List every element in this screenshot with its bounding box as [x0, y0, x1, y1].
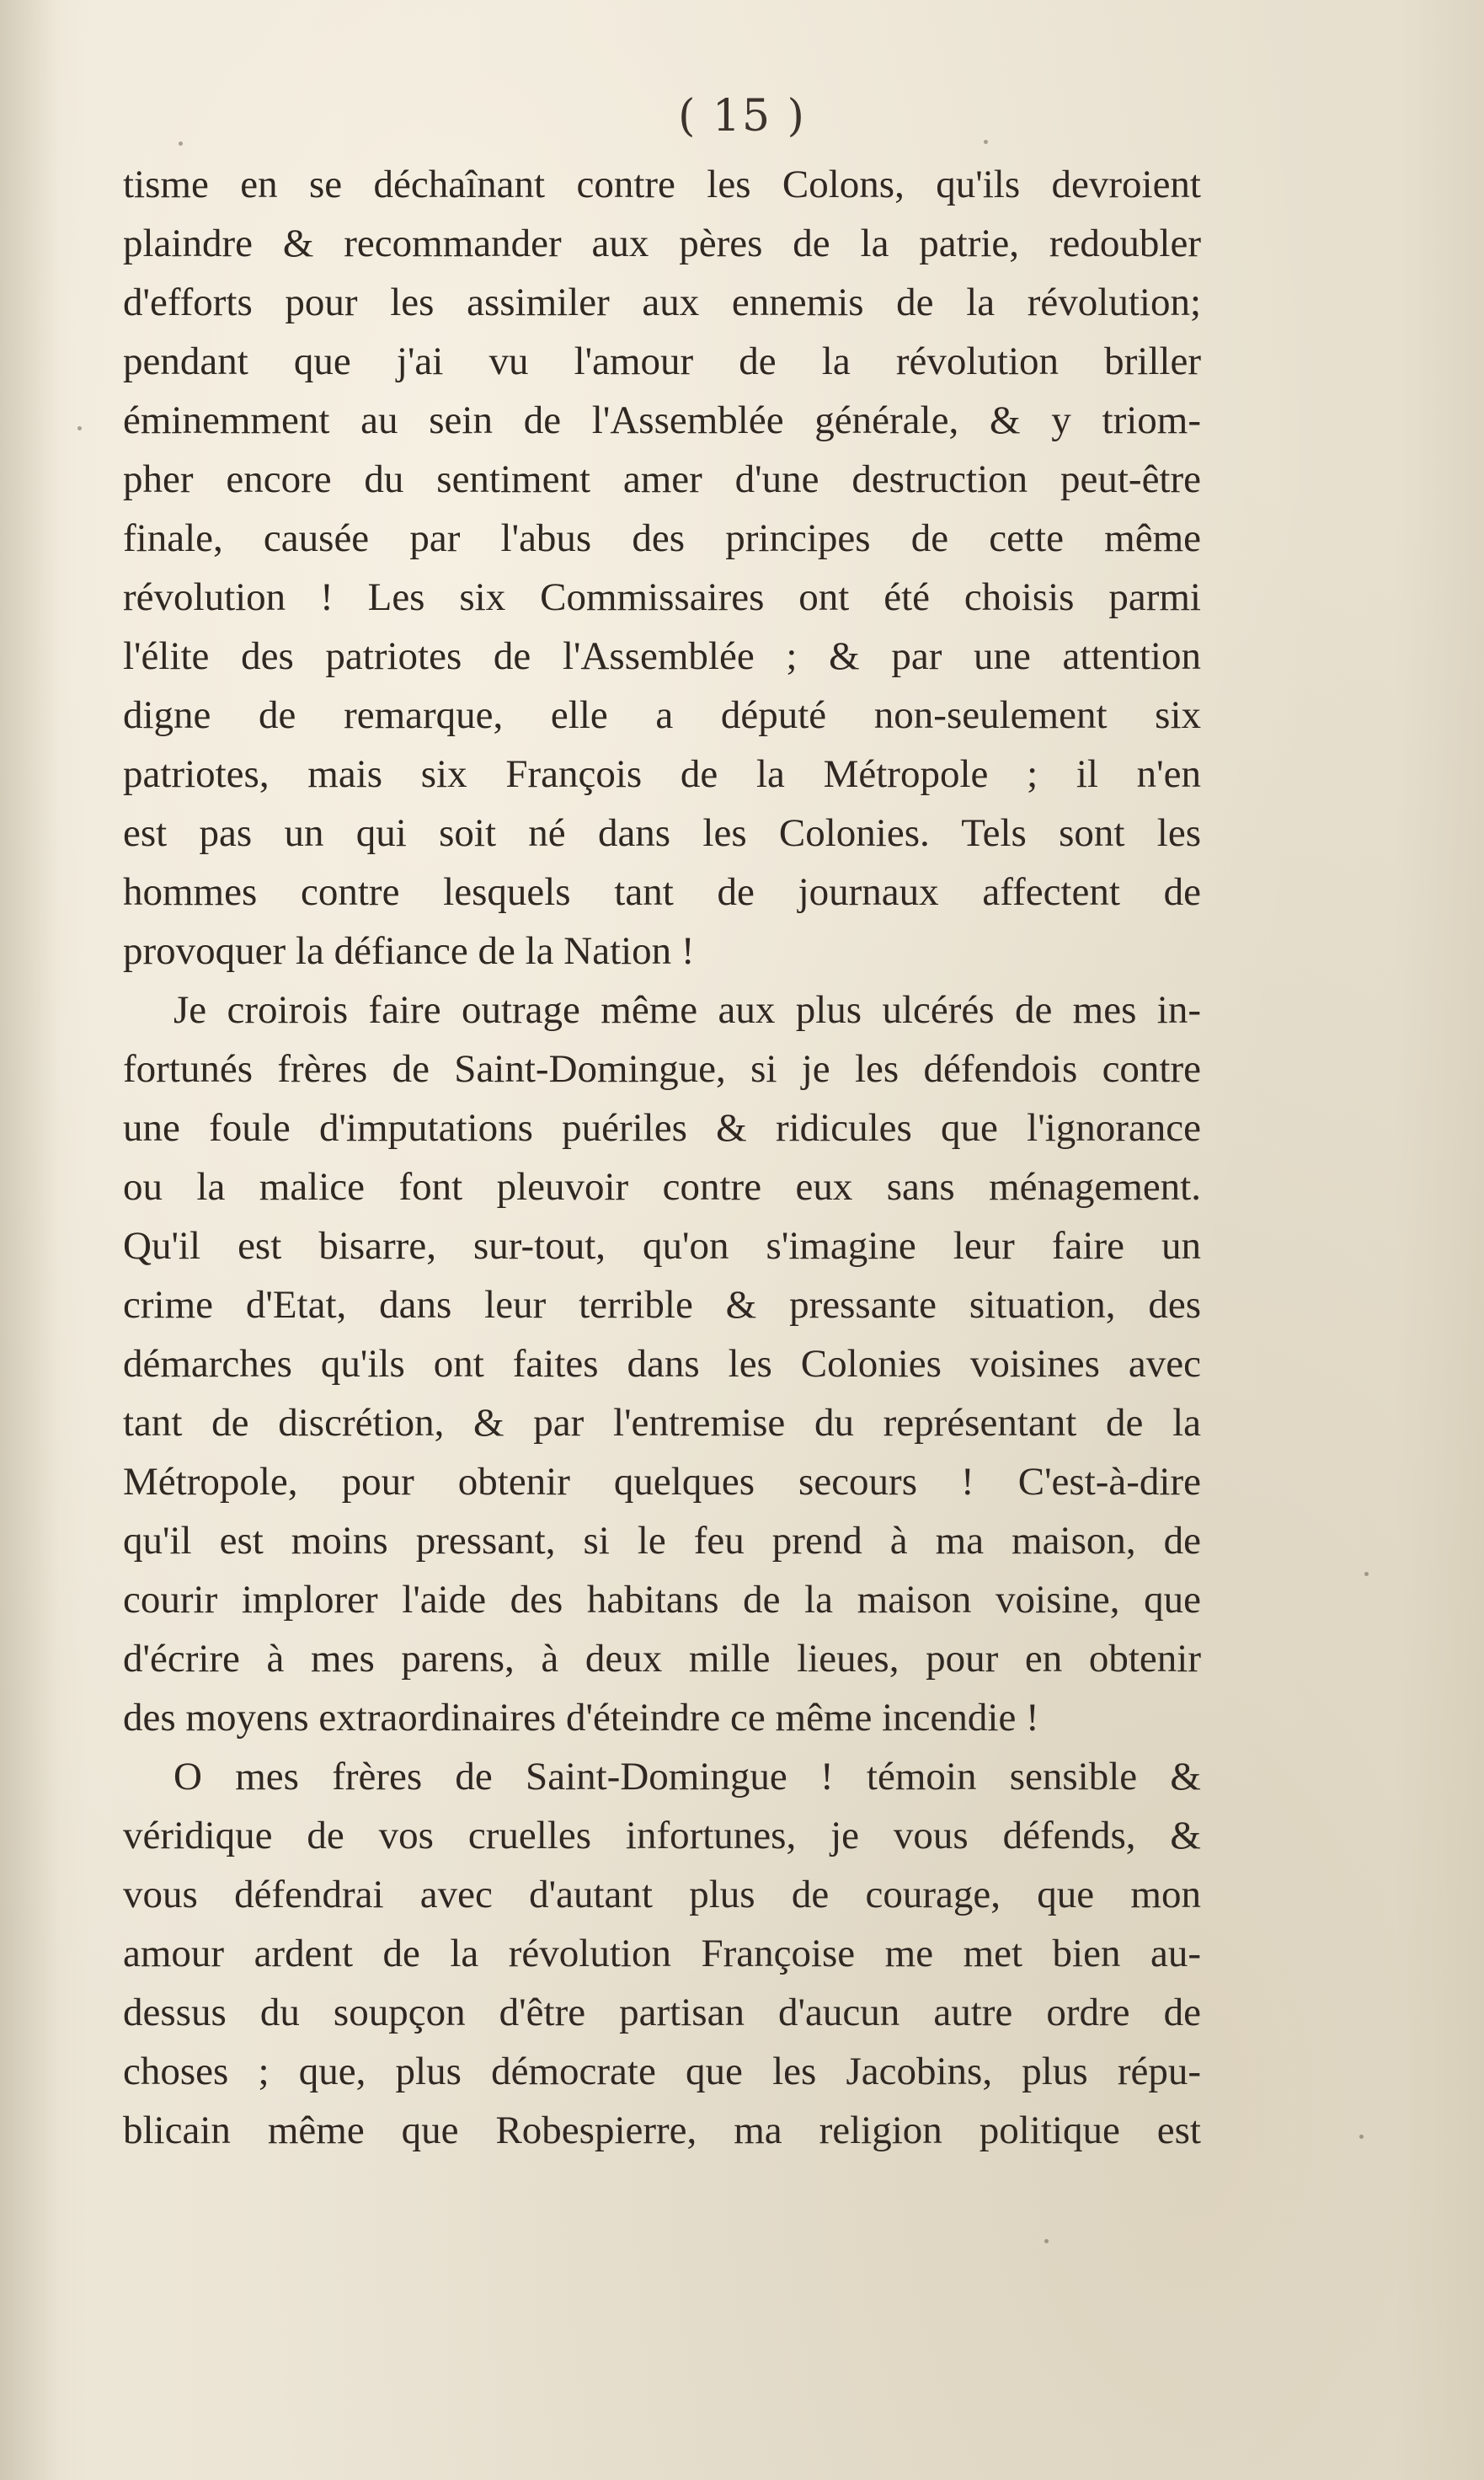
paragraph-1	[123, 155, 1201, 981]
text-line: pher encore du sentiment amer d'une destruction peut-être	[123, 457, 1201, 501]
paper-speck	[1359, 2135, 1364, 2139]
text-line: ou la malice font pleuvoir contre eux sans ménagement.	[123, 1165, 1201, 1209]
text-line: d'écrire à mes parens, à deux mille lieues, pour en obtenir	[123, 1637, 1201, 1681]
text-line: plaindre & recommander aux pères de la patrie, redoubler	[123, 222, 1201, 265]
paper-speck	[1044, 2239, 1049, 2243]
binding-shadow	[0, 0, 59, 2480]
text-line: patriotes, mais six François de la Métropole ; il n'en	[123, 752, 1201, 796]
text-line: l'élite des patriotes de l'Assemblée ; & par une attention	[123, 634, 1201, 678]
text-line: dessus du soupçon d'être partisan d'aucun autre ordre de	[123, 1991, 1201, 2034]
text-line: provoquer la défiance de la Nation !	[123, 929, 695, 973]
text-line: crime d'Etat, dans leur terrible & pressante situation, des	[123, 1283, 1201, 1327]
text-line: Je croirois faire outrage même aux plus ulcérés de mes in-	[173, 988, 1201, 1032]
paper-speck	[77, 426, 82, 430]
paragraph-3	[123, 1747, 1201, 2160]
text-line: des moyens extraordinaires d'éteindre ce même incendie !	[123, 1696, 1039, 1740]
text-line: vous défendrai avec d'autant plus de courage, que mon	[123, 1873, 1201, 1916]
text-line: démarches qu'ils ont faites dans les Colonies voisines avec	[123, 1342, 1201, 1386]
text-line: tisme en se déchaînant contre les Colons, qu'ils devroient	[123, 163, 1201, 206]
paper-speck	[1364, 1572, 1369, 1576]
paper-speck	[179, 142, 183, 146]
text-line: véridique de vos cruelles infortunes, je vous défends, &	[123, 1814, 1201, 1857]
text-line: d'efforts pour les assimiler aux ennemis de la révolution;	[123, 281, 1201, 324]
body-text	[123, 155, 1201, 2160]
text-line: Métropole, pour obtenir quelques secours ! C'est-à-dire	[123, 1460, 1201, 1504]
text-line: blicain même que Robespierre, ma religion politique est	[123, 2109, 1201, 2152]
text-line: O mes frères de Saint-Domingue ! témoin sensible &	[173, 1755, 1201, 1799]
text-line: qu'il est moins pressant, si le feu prend à ma maison, de	[123, 1519, 1201, 1563]
text-line: tant de discrétion, & par l'entremise du représentant de la	[123, 1401, 1201, 1445]
text-line: choses ; que, plus démocrate que les Jacobins, plus répu-	[123, 2050, 1201, 2093]
text-line: est pas un qui soit né dans les Colonies. Tels sont les	[123, 811, 1201, 855]
text-line: digne de remarque, elle a député non-seulement six	[123, 693, 1201, 737]
text-line: Qu'il est bisarre, sur-tout, qu'on s'imagine leur faire un	[123, 1224, 1201, 1268]
text-line: amour ardent de la révolution Françoise me met bien au-	[123, 1932, 1201, 1975]
text-line: pendant que j'ai vu l'amour de la révolution briller	[123, 339, 1201, 383]
text-line: fortunés frères de Saint-Domingue, si je les défendois contre	[123, 1047, 1201, 1091]
paper-speck	[984, 140, 988, 144]
text-line: finale, causée par l'abus des principes de cette même	[123, 516, 1201, 560]
text-line: une foule d'imputations puériles & ridicules que l'ignorance	[123, 1106, 1201, 1150]
page-number: ( 15 )	[678, 91, 806, 142]
text-line: hommes contre lesquels tant de journaux affectent de	[123, 870, 1201, 914]
paragraph-2	[123, 981, 1201, 1747]
text-line: révolution ! Les six Commissaires ont été choisis parmi	[123, 575, 1201, 619]
text-line: éminemment au sein de l'Assemblée générale, & y triom-	[123, 398, 1201, 442]
text-line: courir implorer l'aide des habitans de la maison voisine, que	[123, 1578, 1201, 1622]
